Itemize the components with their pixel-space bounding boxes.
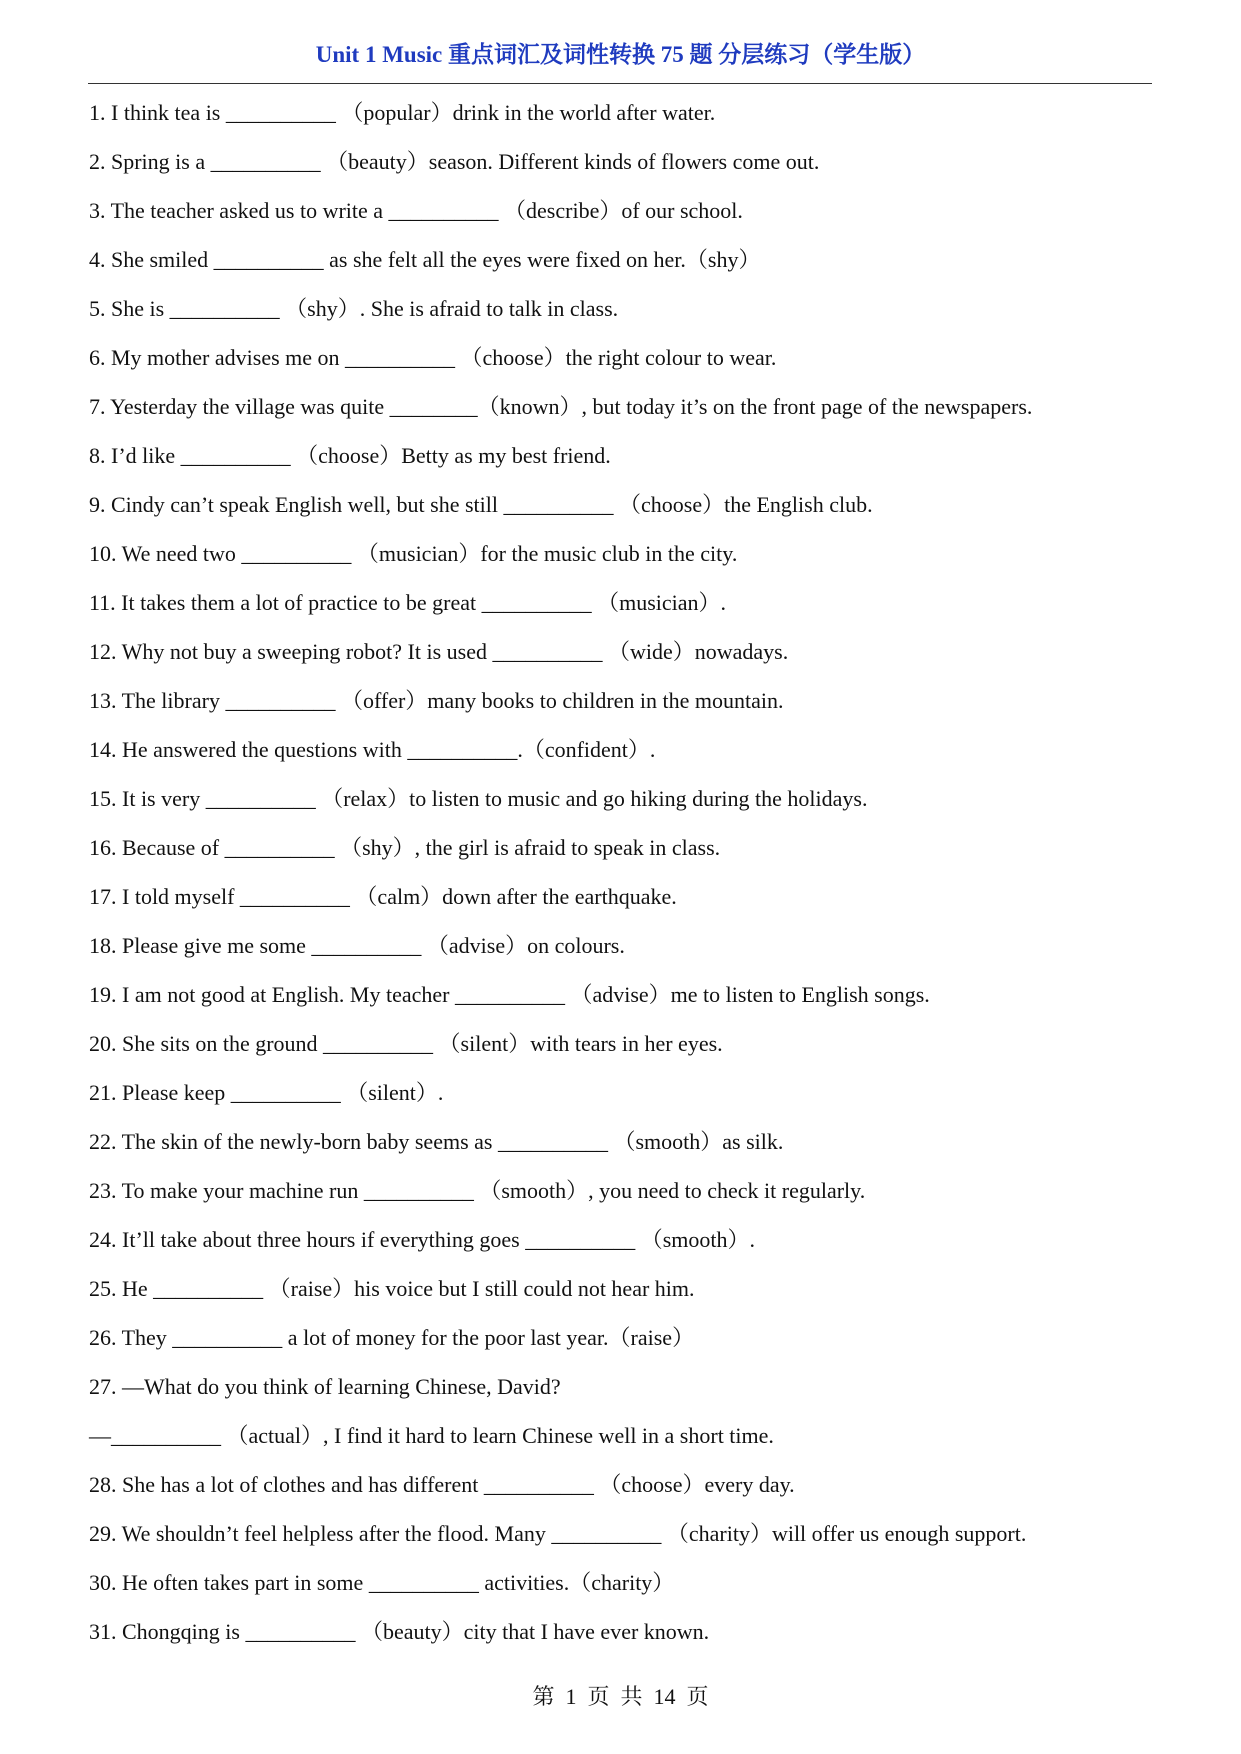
- question-5: 5. She is __________ （shy）. She is afraid to talk in class.: [89, 296, 619, 321]
- question-12: 12. Why not buy a sweeping robot? It is used __________ （wide）nowadays.: [89, 639, 789, 664]
- question-27-prompt: 27. —What do you think of learning Chinese, David?: [89, 1374, 561, 1399]
- question-8: 8. I’d like __________ （choose）Betty as my best friend.: [89, 443, 611, 468]
- question-list: [89, 96, 1153, 1664]
- question-26: 26. They __________ a lot of money for the poor last year.（raise）: [89, 1325, 695, 1350]
- question-25: 25. He __________ （raise）his voice but I still could not hear him.: [89, 1276, 695, 1301]
- question-23: 23. To make your machine run __________ （smooth）, you need to check it regularly.: [89, 1178, 866, 1203]
- question-24: 24. It’ll take about three hours if everything goes __________ （smooth）.: [89, 1227, 755, 1252]
- question-9: 9. Cindy can’t speak English well, but she still __________ （choose）the English club.: [89, 492, 873, 517]
- question-21: 21. Please keep __________ （silent）.: [89, 1080, 444, 1105]
- question-6: 6. My mother advises me on __________ （choose）the right colour to wear.: [89, 345, 777, 370]
- header-divider: [88, 83, 1152, 84]
- question-14: 14. He answered the questions with __________.（confident）.: [89, 737, 656, 762]
- question-30: 30. He often takes part in some __________ activities.（charity）: [89, 1570, 675, 1595]
- question-27-answer: —__________ （actual）, I find it hard to learn Chinese well in a short time.: [89, 1423, 774, 1448]
- question-2: 2. Spring is a __________ （beauty）season. Different kinds of flowers come out.: [89, 149, 820, 174]
- question-19: 19. I am not good at English. My teacher __________ （advise）me to listen to English songs.: [89, 982, 930, 1007]
- question-20: 20. She sits on the ground __________ （silent）with tears in her eyes.: [89, 1031, 723, 1056]
- question-15: 15. It is very __________ （relax）to listen to music and go hiking during the holidays.: [89, 786, 868, 811]
- page-number-footer: 第 1 页 共 14 页: [532, 1684, 709, 1709]
- question-3: 3. The teacher asked us to write a __________ （describe）of our school.: [89, 198, 743, 223]
- question-11: 11. It takes them a lot of practice to be great __________ （musician）.: [89, 590, 727, 615]
- question-31: 31. Chongqing is __________ （beauty）city that I have ever known.: [89, 1619, 710, 1644]
- question-13: 13. The library __________ （offer）many books to children in the mountain.: [89, 688, 784, 713]
- page-header-title: Unit 1 Music 重点词汇及词性转换 75 题 分层练习（学生版）: [315, 42, 926, 67]
- question-17: 17. I told myself __________ （calm）down after the earthquake.: [89, 884, 677, 909]
- question-1: 1. I think tea is __________ （popular）drink in the world after water.: [89, 100, 716, 125]
- question-7: 7. Yesterday the village was quite ________（known）, but today it’s on the front page of the newspapers.: [89, 394, 1033, 419]
- question-16: 16. Because of __________ （shy）, the girl is afraid to speak in class.: [89, 835, 721, 860]
- question-18: 18. Please give me some __________ （advise）on colours.: [89, 933, 625, 958]
- question-28: 28. She has a lot of clothes and has different __________ （choose）every day.: [89, 1472, 795, 1497]
- question-29: 29. We shouldn’t feel helpless after the flood. Many __________ （charity）will offer us enough support.: [89, 1521, 1027, 1546]
- question-10: 10. We need two __________ （musician）for the music club in the city.: [89, 541, 738, 566]
- question-4: 4. She smiled __________ as she felt all the eyes were fixed on her.（shy）: [89, 247, 761, 272]
- question-22: 22. The skin of the newly-born baby seems as __________ （smooth）as silk.: [89, 1129, 784, 1154]
